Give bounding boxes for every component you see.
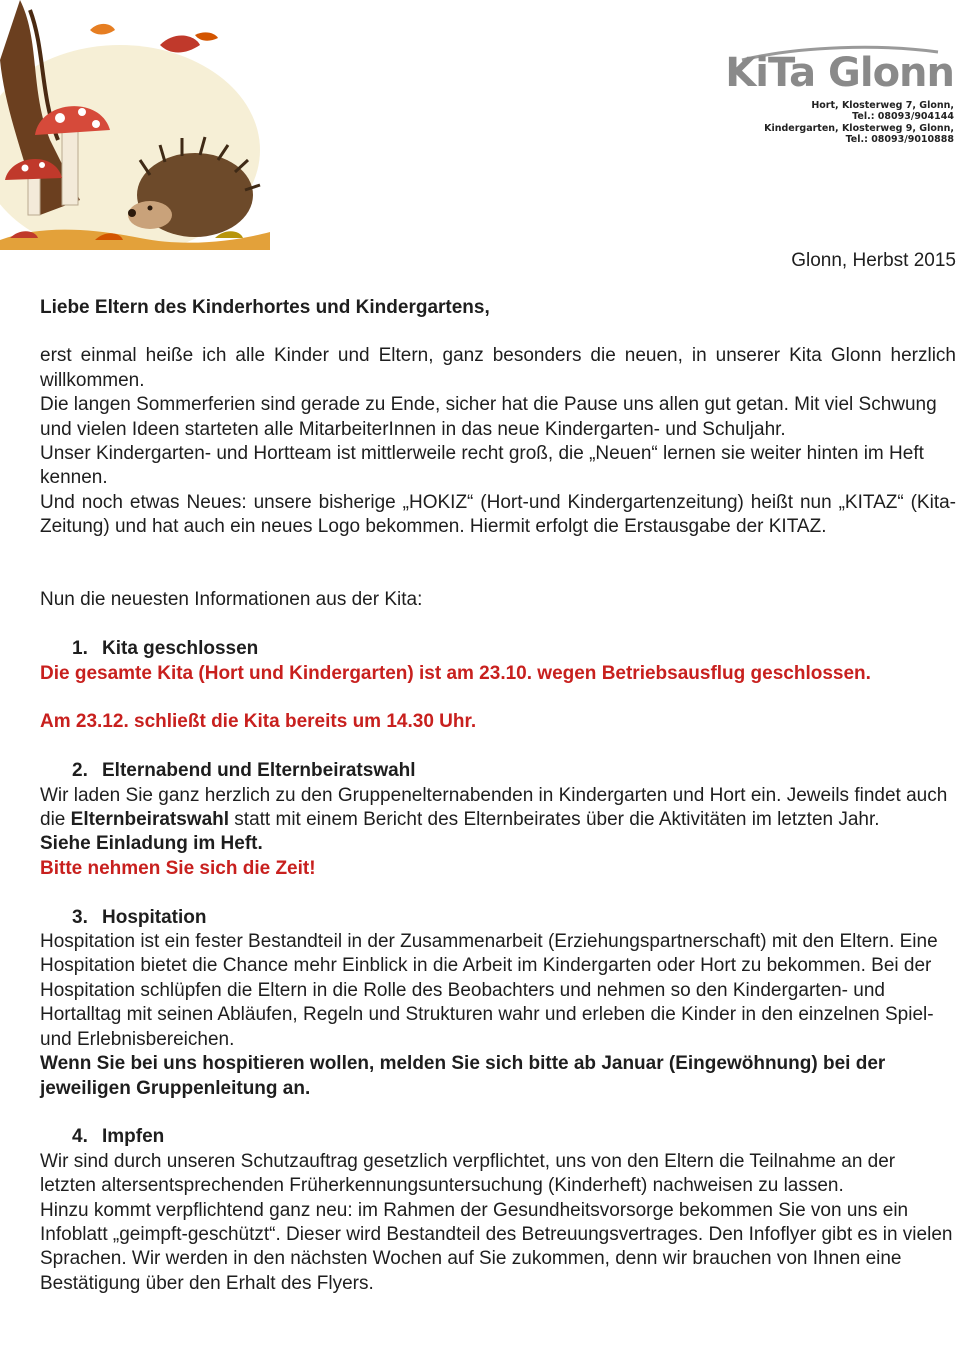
text-run-bold: Elternbeiratswahl: [70, 809, 230, 831]
section-title: Kita geschlossen: [102, 638, 259, 660]
logo-title: KiTa Glonn: [725, 50, 954, 96]
hedgehog-mushroom-icon: [0, 0, 270, 250]
letter-date: Glonn, Herbst 2015: [791, 250, 956, 271]
letter-body: [40, 296, 956, 1296]
autumn-illustration: [0, 0, 270, 250]
section-number: 2.: [72, 760, 88, 782]
logo-line: Hort, Klosterweg 7, Glonn,: [811, 100, 954, 111]
logo-address: [764, 100, 954, 146]
section-heading: [40, 637, 956, 661]
section-heading: [40, 906, 956, 930]
logo-line: Tel.: 08093/904144: [852, 111, 954, 123]
section-bold-text: Wenn Sie bei uns hospitieren wollen, melden Sie sich bitte ab Januar (Eingewöhnung) bei der jeweiligen Gruppenleitung an.: [40, 1053, 886, 1099]
section-title: Impfen: [102, 1126, 165, 1148]
news-intro: Nun die neuesten Informationen aus der Kita:: [40, 589, 423, 611]
kita-logo: [700, 44, 958, 148]
section-number: 3.: [72, 906, 88, 928]
section-text: Hospitation ist ein fester Bestandteil in der Zusammenarbeit (Erziehungspartnerschaft) mit den Eltern. Eine Hospitation bietet die Chance mehr Einblick in die Arbeit im Kindergarten oder Hort zu bekommen. Bei der Hospitation schlüpfen die Eltern in die Rolle des Beobachters und nehmen so den Kindergarten- und Hortalltag mit seinen Abläufen, Regeln und Strukturen wahr und erleben die Kinder in den einzelnen Spiel- und Erlebnisbereichen.: [40, 931, 938, 1050]
greeting: Liebe Eltern des Kinderhortes und Kindergartens,: [40, 297, 490, 318]
spacer: [40, 1101, 956, 1125]
intro-paragraph: Die langen Sommerferien sind gerade zu Ende, sicher hat die Pause uns allen gut getan. Mit viel Schwung und vielen Ideen starteten alle MitarbeiterInnen in das neue Kindergarten- und Schuljahr.: [40, 394, 937, 440]
section-number: 1.: [72, 638, 88, 660]
section-heading: [40, 1125, 956, 1149]
section-title: Hospitation: [102, 906, 207, 928]
section-text: Hinzu kommt verpflichtend ganz neu: im Rahmen der Gesundheitsvorsorge bekommen Sie von uns ein Infoblatt „geimpft-geschützt“. Dieser wird Bestandteil des Betreuungsvertrages. Den Infoflyer gibt es in vielen Sprachen. Wir werden in den nächsten Wochen auf Sie zukommen, denn wir brauchen von Ihnen eine Bestätigung über den Erhalt des Flyers.: [40, 1199, 953, 1294]
closure-notice: Die gesamte Kita (Hort und Kindergarten) ist am 23.10. wegen Betriebsausflug geschlossen.: [40, 662, 871, 684]
section-text: Wir sind durch unseren Schutzauftrag gesetzlich verpflichtet, uns von den Eltern die Teilnahme an der letzten altersentsprechenden Früherkennungsuntersuchung (Kinderheft) nachweisen zu lassen.: [40, 1150, 896, 1197]
text-run: statt mit einem Bericht des Elternbeirates über die Aktivitäten im letzten Jahr.: [229, 809, 880, 831]
section-number: 4.: [72, 1126, 88, 1148]
section-text: [40, 784, 956, 833]
spacer: [40, 735, 956, 759]
intro-paragraph: Unser Kindergarten- und Hortteam ist mittlerweile recht groß, die „Neuen“ lernen sie weiter hinten im Heft kennen.: [40, 443, 924, 489]
reminder-note: Bitte nehmen Sie sich die Zeit!: [40, 857, 316, 879]
spacer: [40, 540, 956, 589]
section-heading: [40, 759, 956, 783]
section-title: Elternabend und Elternbeiratswahl: [102, 760, 416, 782]
text-run: Wir laden Sie ganz herzlich zu den Gruppenelternabenden in Kindergarten und Hort ein. Jeweils findet auch die: [40, 784, 948, 831]
intro-paragraph: erst einmal heiße ich alle Kinder und Eltern, ganz besonders die neuen, in unserer Kita Glonn herzlich willkommen.: [40, 345, 956, 391]
logo-line: Kindergarten, Klosterweg 9, Glonn,: [764, 122, 954, 134]
spacer: [40, 613, 956, 637]
invitation-note: Siehe Einladung im Heft.: [40, 833, 263, 855]
spacer: [40, 686, 956, 710]
closure-notice: Am 23.12. schließt die Kita bereits um 14.30 Uhr.: [40, 711, 477, 733]
logo-line: Tel.: 08093/9010888: [845, 134, 954, 146]
intro-paragraph: Und noch etwas Neues: unsere bisherige „HOKIZ“ (Hort-und Kindergartenzeitung) heißt nun „KITAZ“ (Kita-Zeitung) und hat auch ein neues Logo bekommen. Hiermit erfolgt die Erstausgabe der KITAZ.: [40, 491, 956, 538]
spacer: [40, 881, 956, 905]
